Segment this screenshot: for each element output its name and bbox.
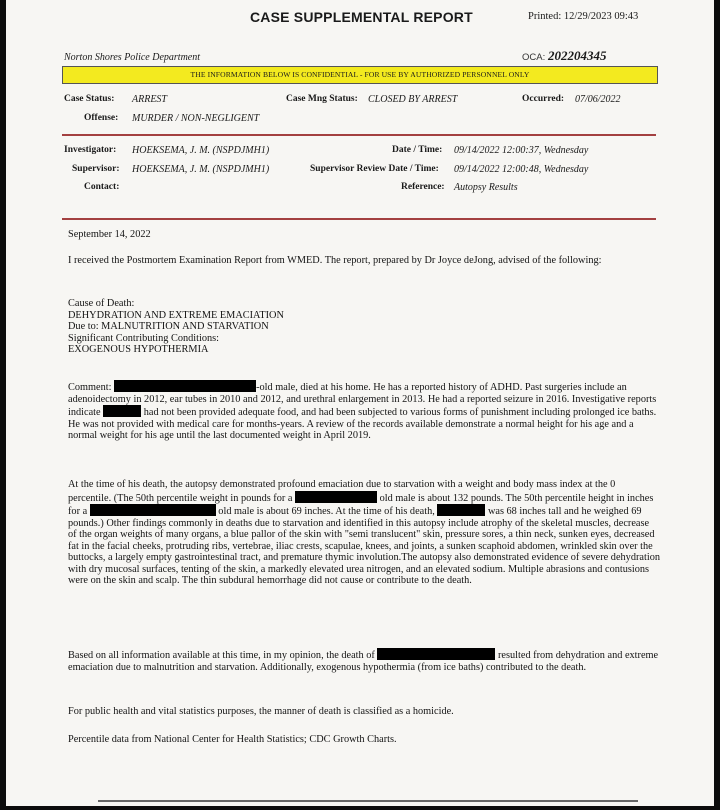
cod-line: DEHYDRATION AND EXTREME EMACIATION — [68, 309, 284, 321]
footer-divider — [98, 800, 638, 802]
intro-paragraph: I received the Postmortem Examination Report from WMED. The report, prepared by Dr Joyce deJong, advised of the following: — [68, 255, 602, 266]
redaction-bar — [437, 504, 485, 516]
supervisor-review-label: Supervisor Review Date / Time: — [310, 164, 439, 174]
datetime-value: 09/14/2022 12:00:37, Wednesday — [454, 145, 589, 156]
case-status-value: ARREST — [132, 94, 167, 105]
investigator-value: HOEKSEMA, J. M. (NSPDJMH1) — [132, 145, 270, 156]
supervisor-value: HOEKSEMA, J. M. (NSPDJMH1) — [132, 164, 270, 175]
oca-label: OCA: — [522, 52, 546, 63]
occurred-label: Occurred: — [522, 94, 565, 104]
cause-of-death-block — [68, 298, 660, 356]
findings-paragraph — [68, 479, 660, 587]
redaction-bar — [295, 491, 377, 503]
datetime-label: Date / Time: — [392, 145, 443, 155]
text-segment: had not been provided adequate food, and had been subjected to various forms of punishment including prolonged ice baths. He was not provided with medical care for months-years. A review of the records available demonstrate a normal height for his age and a normal weight for his age until the last documented weight in April 2019. — [68, 407, 657, 441]
text-segment: resulted from dehydration and extreme emaciation due to malnutrition and starvation. Additionally, exogenous hypothermia (from ice baths) contributed to the death. — [68, 650, 659, 673]
oca-number — [522, 48, 606, 64]
text-segment: Based on all information available at this time, in my opinion, the death of — [68, 650, 378, 661]
manner-of-death-paragraph: For public health and vital statistics purposes, the manner of death is classified as a homicide. — [68, 706, 454, 717]
redaction-bar — [103, 405, 141, 417]
report-title: CASE SUPPLEMENTAL REPORT — [250, 9, 473, 25]
opinion-paragraph — [68, 648, 660, 673]
comment-paragraph — [68, 380, 660, 442]
occurred-value: 07/06/2022 — [575, 94, 621, 105]
redaction-bar — [377, 648, 495, 660]
case-status-label: Case Status: — [64, 94, 115, 104]
offense-value: MURDER / NON-NEGLIGENT — [132, 113, 260, 124]
text-segment: was 68 inches tall and he weighed 69 pounds.) Other findings commonly in deaths due to starvation and identified in this autopsy include atrophy of the skeletal muscles, decrease of the organ weights of many organs, a blue pallor of the skin with "semi translucent" skin, pressure sores, a thin neck, sunken eyes, decreased fat in the facial cheeks, protruding ribs, vertebrae, iliac crests, scapulae, knees, and joints, a sunken scaphoid abdomen, wrinkled skin over the buttocks, a largely empty gastrointestinal tract, and premature thymic involution.The autopsy also demonstrated evidence of severe dehydration with dry mucosal surfaces, tenting of the skin, a markedly elevated urea nitrogen, and an elevated sodium. Multiple abrasions and contusions were on the skin and scalp. The thin subdural hemorrhage did not cause or contribute to the death. — [68, 506, 660, 586]
contact-label: Contact: — [84, 182, 120, 192]
cod-line: Significant Contributing Conditions: — [68, 332, 220, 344]
text-segment: Comment: — [68, 382, 115, 393]
redaction-bar — [90, 504, 216, 516]
report-page — [6, 0, 714, 806]
reference-value: Autopsy Results — [454, 182, 518, 193]
case-mng-status-value: CLOSED BY ARREST — [368, 94, 458, 105]
investigator-label: Investigator: — [64, 145, 117, 155]
section-divider — [62, 218, 656, 220]
case-mng-status-label: Case Mng Status: — [286, 94, 358, 104]
supervisor-review-value: 09/14/2022 12:00:48, Wednesday — [454, 164, 589, 175]
confidential-banner: THE INFORMATION BELOW IS CONFIDENTIAL - FOR USE BY AUTHORIZED PERSONNEL ONLY — [62, 66, 658, 84]
section-divider — [62, 134, 656, 136]
printed-timestamp: Printed: 12/29/2023 09:43 — [528, 11, 639, 22]
reference-label: Reference: — [401, 182, 445, 192]
department-name: Norton Shores Police Department — [64, 52, 201, 63]
cod-line: EXOGENOUS HYPOTHERMIA — [68, 344, 209, 355]
text-segment: -old male, died at his home. He has a reported history of ADHD. Past surgeries include an adenoidectomy in 2012, ear tubes in 2010 and 2012, and urethral enlargement in 2013. He had a reported seizure in 2016. Investigative reports indicate — [68, 382, 657, 418]
cod-line: Due to: MALNUTRITION AND STARVATION — [68, 321, 269, 332]
supervisor-label: Supervisor: — [72, 164, 120, 174]
text-segment: old male is about 69 inches. At the time of his death, — [215, 506, 438, 517]
cod-line: Cause of Death: — [68, 298, 135, 309]
text-segment: At the time of his death, the autopsy demonstrated profound emaciation due to starvation with a weight and body mass index at the 0 percentile. (The 50th percentile weight in pounds for a — [68, 479, 616, 504]
data-source-paragraph: Percentile data from National Center for Health Statistics; CDC Growth Charts. — [68, 734, 397, 745]
oca-value: 202204345 — [547, 48, 607, 63]
offense-label: Offense: — [84, 113, 119, 123]
text-segment: old male is about 132 pounds. The 50th percentile height in inches for a — [68, 492, 654, 517]
report-date: September 14, 2022 — [68, 229, 151, 240]
redaction-bar — [114, 380, 256, 392]
